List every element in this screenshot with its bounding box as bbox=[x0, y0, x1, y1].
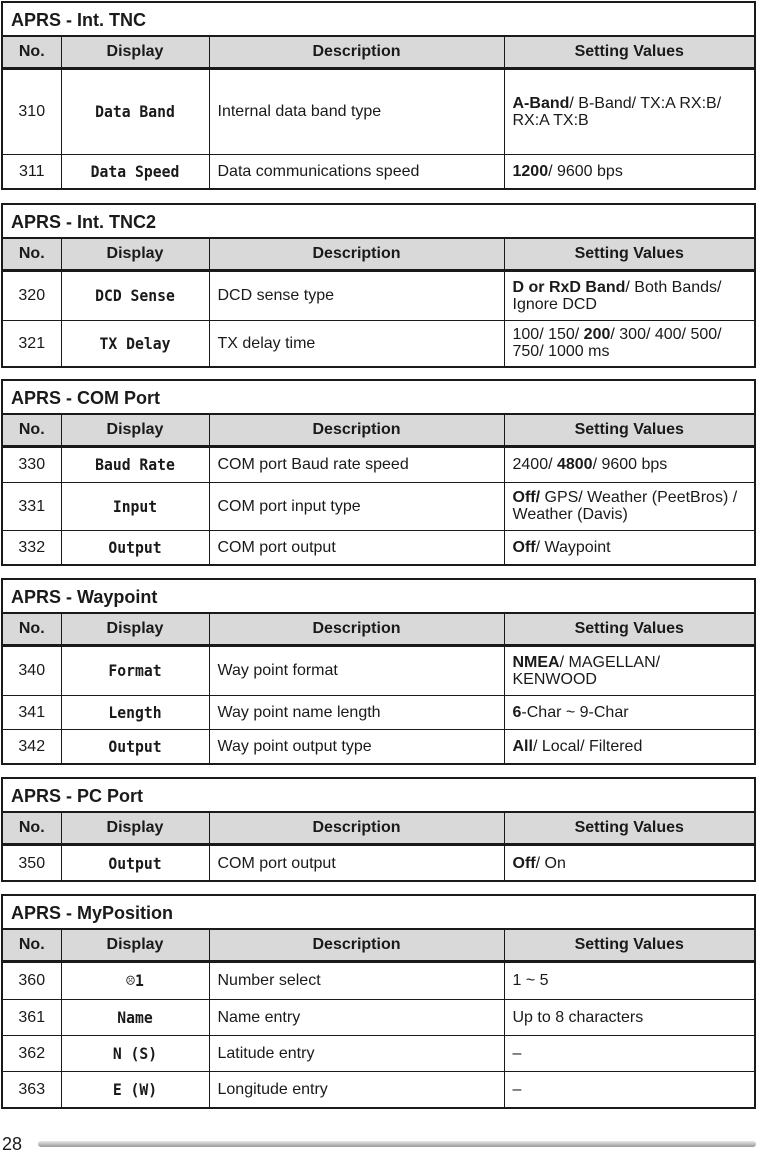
header-description: Description bbox=[209, 614, 504, 646]
description: Way point name length bbox=[209, 695, 504, 729]
table-header-row bbox=[3, 930, 754, 962]
default-value: D or RxD Band bbox=[512, 278, 626, 296]
setting-values bbox=[504, 272, 754, 320]
settings-table bbox=[3, 930, 754, 963]
other-values: GPS/ Weather (PeetBros) / Weather (Davis) bbox=[512, 489, 738, 523]
menu-number: 310 bbox=[18, 103, 46, 121]
header-display: Display bbox=[61, 614, 209, 646]
default-value: All bbox=[512, 737, 533, 755]
other-values: / MAGELLAN/ KENWOOD bbox=[512, 653, 661, 688]
setting-values: – bbox=[504, 1035, 754, 1071]
other-values: 2400/ bbox=[512, 456, 557, 474]
menu-number: 363 bbox=[3, 1071, 61, 1107]
description: Longitude entry bbox=[209, 1071, 504, 1107]
header-values: Setting Values bbox=[504, 813, 754, 845]
table-row bbox=[3, 70, 754, 154]
header-display: Display bbox=[61, 239, 209, 271]
description: COM port output bbox=[209, 530, 504, 564]
header-values: Setting Values bbox=[504, 37, 754, 69]
table-header-row bbox=[3, 813, 754, 845]
other-values: 100/ 150/ bbox=[512, 326, 584, 344]
display-label: Format bbox=[67, 647, 203, 695]
description: COM port output bbox=[209, 846, 504, 880]
description: Latitude entry bbox=[209, 1035, 504, 1071]
other-values: -Char ~ 9-Char bbox=[521, 703, 629, 721]
header-values: Setting Values bbox=[504, 239, 754, 271]
table-row bbox=[3, 272, 754, 320]
display-label: Baud Rate bbox=[67, 448, 203, 482]
setting-values bbox=[504, 647, 754, 695]
setting-values: – bbox=[504, 1071, 754, 1107]
section-int-tnc bbox=[1, 1, 756, 190]
setting-values bbox=[504, 729, 754, 763]
header-no: No. bbox=[3, 239, 61, 271]
setting-values bbox=[504, 448, 754, 482]
footer-divider bbox=[38, 1141, 756, 1147]
setting-values: Up to 8 characters bbox=[504, 999, 754, 1035]
header-description: Description bbox=[209, 415, 504, 447]
description: Way point format bbox=[209, 647, 504, 695]
settings-body bbox=[3, 448, 754, 564]
table-header-row bbox=[3, 614, 754, 646]
table-row bbox=[3, 999, 754, 1035]
settings-body bbox=[3, 70, 754, 188]
menu-number: 361 bbox=[3, 999, 61, 1035]
header-no: No. bbox=[3, 813, 61, 845]
section-waypoint bbox=[1, 578, 756, 765]
display-label: Input bbox=[67, 482, 203, 530]
menu-number: 321 bbox=[3, 320, 61, 366]
header-display: Display bbox=[61, 415, 209, 447]
header-no: No. bbox=[3, 930, 61, 962]
display-label: DCD Sense bbox=[67, 272, 203, 320]
table-header-row bbox=[3, 37, 754, 69]
setting-values bbox=[504, 482, 754, 530]
header-no: No. bbox=[3, 614, 61, 646]
display-label: N (S) bbox=[67, 1035, 203, 1071]
description: COM port input type bbox=[209, 482, 504, 530]
display-label: Length bbox=[67, 695, 203, 729]
default-value: Off bbox=[512, 538, 536, 556]
menu-number: 331 bbox=[3, 482, 61, 530]
other-values: / 9600 bps bbox=[592, 456, 668, 474]
header-description: Description bbox=[209, 239, 504, 271]
header-no: No. bbox=[3, 37, 61, 69]
page-number: 28 bbox=[2, 1134, 23, 1154]
header-display: Display bbox=[61, 37, 209, 69]
description: COM port Baud rate speed bbox=[209, 448, 504, 482]
section-title: APRS - MyPosition bbox=[3, 896, 754, 930]
default-value: A-Band bbox=[512, 94, 570, 112]
header-description: Description bbox=[209, 930, 504, 962]
menu-number: 360 bbox=[18, 972, 46, 990]
description: Name entry bbox=[209, 999, 504, 1035]
display-label: Output bbox=[67, 729, 203, 763]
description: Way point output type bbox=[209, 729, 504, 763]
description: Data communications speed bbox=[209, 154, 504, 188]
table-row bbox=[3, 320, 754, 366]
table-row bbox=[3, 1035, 754, 1071]
header-display: Display bbox=[61, 930, 209, 962]
display-label: ☹1 bbox=[67, 963, 203, 999]
default-value: 1200 bbox=[512, 162, 549, 180]
section-myposition bbox=[1, 894, 756, 1109]
table-header-row bbox=[3, 415, 754, 447]
setting-values bbox=[504, 846, 754, 880]
settings-table bbox=[3, 813, 754, 846]
other-values: / 300/ 400/ 500/ 750/ 1000 ms bbox=[512, 326, 722, 361]
menu-number: 330 bbox=[18, 456, 46, 474]
table-row bbox=[3, 729, 754, 763]
table-row bbox=[3, 1071, 754, 1107]
menu-number: 362 bbox=[3, 1035, 61, 1071]
table-row bbox=[3, 963, 754, 999]
setting-values bbox=[504, 154, 754, 188]
header-no: No. bbox=[3, 415, 61, 447]
menu-number: 350 bbox=[18, 854, 46, 872]
section-title: APRS - Waypoint bbox=[3, 580, 754, 614]
default-value: NMEA bbox=[512, 653, 560, 671]
default-value: 6 bbox=[512, 703, 522, 721]
display-label: Data Speed bbox=[67, 154, 203, 188]
other-values: / On bbox=[535, 854, 566, 872]
section-title: APRS - PC Port bbox=[3, 779, 754, 813]
setting-values bbox=[504, 695, 754, 729]
header-values: Setting Values bbox=[504, 614, 754, 646]
setting-values: 1 ~ 5 bbox=[504, 963, 754, 999]
table-header-row bbox=[3, 239, 754, 271]
display-label: Data Band bbox=[67, 70, 203, 154]
default-value: Off bbox=[512, 854, 536, 872]
settings-body bbox=[3, 963, 754, 1107]
default-value: Off/ bbox=[512, 489, 541, 506]
section-title: APRS - Int. TNC2 bbox=[3, 205, 754, 239]
settings-table bbox=[3, 37, 754, 70]
other-values: / Local/ Filtered bbox=[532, 737, 643, 755]
menu-number: 340 bbox=[18, 662, 46, 680]
description: TX delay time bbox=[209, 320, 504, 366]
other-values: / Waypoint bbox=[535, 538, 611, 556]
menu-number: 320 bbox=[18, 287, 46, 305]
other-values: / Both Bands/ Ignore DCD bbox=[512, 278, 722, 313]
section-title: APRS - Int. TNC bbox=[3, 3, 754, 37]
section-com-port bbox=[1, 379, 756, 566]
section-pc-port bbox=[1, 777, 756, 882]
header-description: Description bbox=[209, 37, 504, 69]
menu-number: 332 bbox=[3, 530, 61, 564]
settings-table bbox=[3, 415, 754, 448]
menu-number: 342 bbox=[3, 729, 61, 763]
table-row bbox=[3, 154, 754, 188]
section-title: APRS - COM Port bbox=[3, 381, 754, 415]
settings-body bbox=[3, 272, 754, 366]
menu-number: 311 bbox=[3, 154, 61, 188]
setting-values bbox=[504, 530, 754, 564]
description: Number select bbox=[209, 963, 504, 999]
header-description: Description bbox=[209, 813, 504, 845]
header-display: Display bbox=[61, 813, 209, 845]
header-values: Setting Values bbox=[504, 930, 754, 962]
table-row bbox=[3, 846, 754, 880]
settings-table bbox=[3, 239, 754, 272]
other-values: / B-Band/ TX:A RX:B/ RX:A TX:B bbox=[512, 94, 722, 129]
display-label: Output bbox=[67, 530, 203, 564]
menu-number: 341 bbox=[3, 695, 61, 729]
display-label: E (W) bbox=[67, 1071, 203, 1107]
display-label: Name bbox=[67, 999, 203, 1035]
default-value: 4800 bbox=[556, 456, 593, 474]
setting-values bbox=[504, 320, 754, 366]
section-int-tnc2 bbox=[1, 203, 756, 368]
table-row bbox=[3, 647, 754, 695]
description: Internal data band type bbox=[209, 70, 504, 154]
table-row bbox=[3, 530, 754, 564]
settings-body bbox=[3, 846, 754, 880]
table-row bbox=[3, 482, 754, 530]
display-label: Output bbox=[67, 846, 203, 880]
setting-values bbox=[504, 70, 754, 154]
description: DCD sense type bbox=[209, 272, 504, 320]
settings-body bbox=[3, 647, 754, 763]
other-values: / 9600 bps bbox=[548, 162, 623, 180]
settings-table bbox=[3, 614, 754, 647]
header-values: Setting Values bbox=[504, 415, 754, 447]
table-row bbox=[3, 695, 754, 729]
display-label: TX Delay bbox=[67, 320, 203, 366]
table-row bbox=[3, 448, 754, 482]
default-value: 200 bbox=[583, 326, 611, 344]
